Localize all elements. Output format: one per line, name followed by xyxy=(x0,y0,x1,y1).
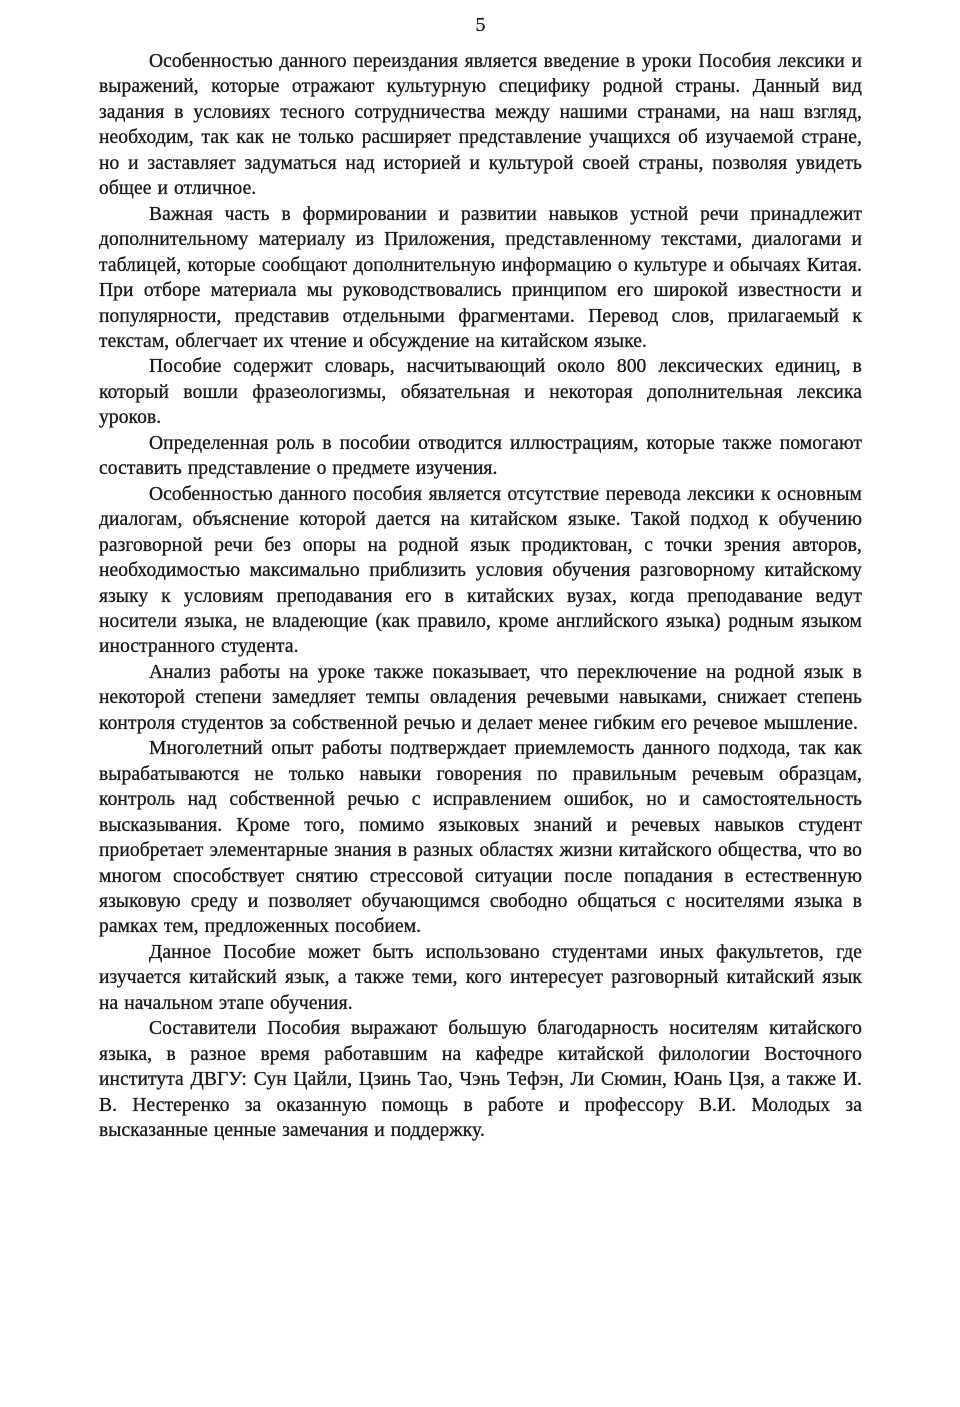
paragraph-no-translation-approach: Особенностью данного пособия является отсутствие перевода лексики к основным диалогам, объяснение которой дается на китайском языке. Такой подход к обучению разговорной речи без опоры на родной язык продиктован, с точки зрения авторов, необходимостью максимально приблизить условия обучения разговорному китайскому языку к условиям преподавания его в китайских вузах, когда преподавание ведут носители языка, не владеющие (как правило, кроме английского языка) родным языком иностранного студента. xyxy=(99,483,862,658)
document-body xyxy=(99,49,862,1143)
page-number: 5 xyxy=(475,14,486,36)
paragraph-illustrations: Определенная роль в пособии отводится иллюстрациям, которые также помогают составить представление о предмете изучения. xyxy=(99,432,862,480)
paragraph-dictionary: Пособие содержит словарь, насчитывающий около 800 лексических единиц, в который вошли фразеологизмы, обязательная и некоторая дополнительная лексика уроков. xyxy=(99,356,862,429)
paragraph-intended-audience: Данное Пособие может быть использовано студентами иных факультетов, где изучается китайский язык, а также теми, кого интересует разговорный китайский язык на начальном этапе обучения. xyxy=(99,941,862,1014)
paragraph-oral-speech-skills: Важная часть в формировании и развитии навыков устной речи принадлежит дополнительному материалу из Приложения, представленному текстами, диалогами и таблицей, которые сообщают дополнительную информацию о культуре и обычаях Китая. При отборе материала мы руководствовались принципом его широкой известности и популярности, представив отдельными фрагментами. Перевод слов, прилагаемый к текстам, облегчает их чтение и обсуждение на китайском языке. xyxy=(99,203,862,352)
paragraph-long-term-experience: Многолетний опыт работы подтверждает приемлемость данного подхода, так как вырабатываются не только навыки говорения по правильным речевым образцам, контроль над собственной речью с исправлением ошибок, но и самостоятельность высказывания. Кроме того, помимо языковых знаний и речевых навыков студент приобретает элементарные знания в разных областях жизни китайского общества, что во многом способствует снятию стрессовой ситуации после попадания в естественную языковую среду и позволяет обучающимся свободно общаться с носителями языка в рамках тем, предложенных пособием. xyxy=(99,738,862,938)
paragraph-acknowledgements: Составители Пособия выражают большую благодарность носителям китайского языка, в разное время работавшим на кафедре китайской филологии Восточного института ДВГУ: Сун Цайли, Цзинь Тао, Чэнь Тефэн, Ли Сюмин, Юань Цзя, а также И. В. Нестеренко за оказанную помощь в работе и профессору В.И. Молодых за высказанные ценные замечания и поддержку. xyxy=(99,1018,862,1142)
paragraph-reissue-feature: Особенностью данного переиздания является введение в уроки Пособия лексики и выражений, которые отражают культурную специфику родной страны. Данный вид задания в условиях тесного сотрудничества между нашими странами, на наш взгляд, необходим, так как не только расширяет представление учащихся об изучаемой стране, но и заставляет задуматься над историей и культурой своей страны, позволяя увидеть общее и отличное. xyxy=(99,51,862,200)
paragraph-lesson-analysis: Анализ работы на уроке также показывает, что переключение на родной язык в некоторой степени замедляет темпы овладения речевыми навыками, снижает степень контроля студентов за собственной речью и делает менее гибким его речевое мышление. xyxy=(99,661,862,734)
